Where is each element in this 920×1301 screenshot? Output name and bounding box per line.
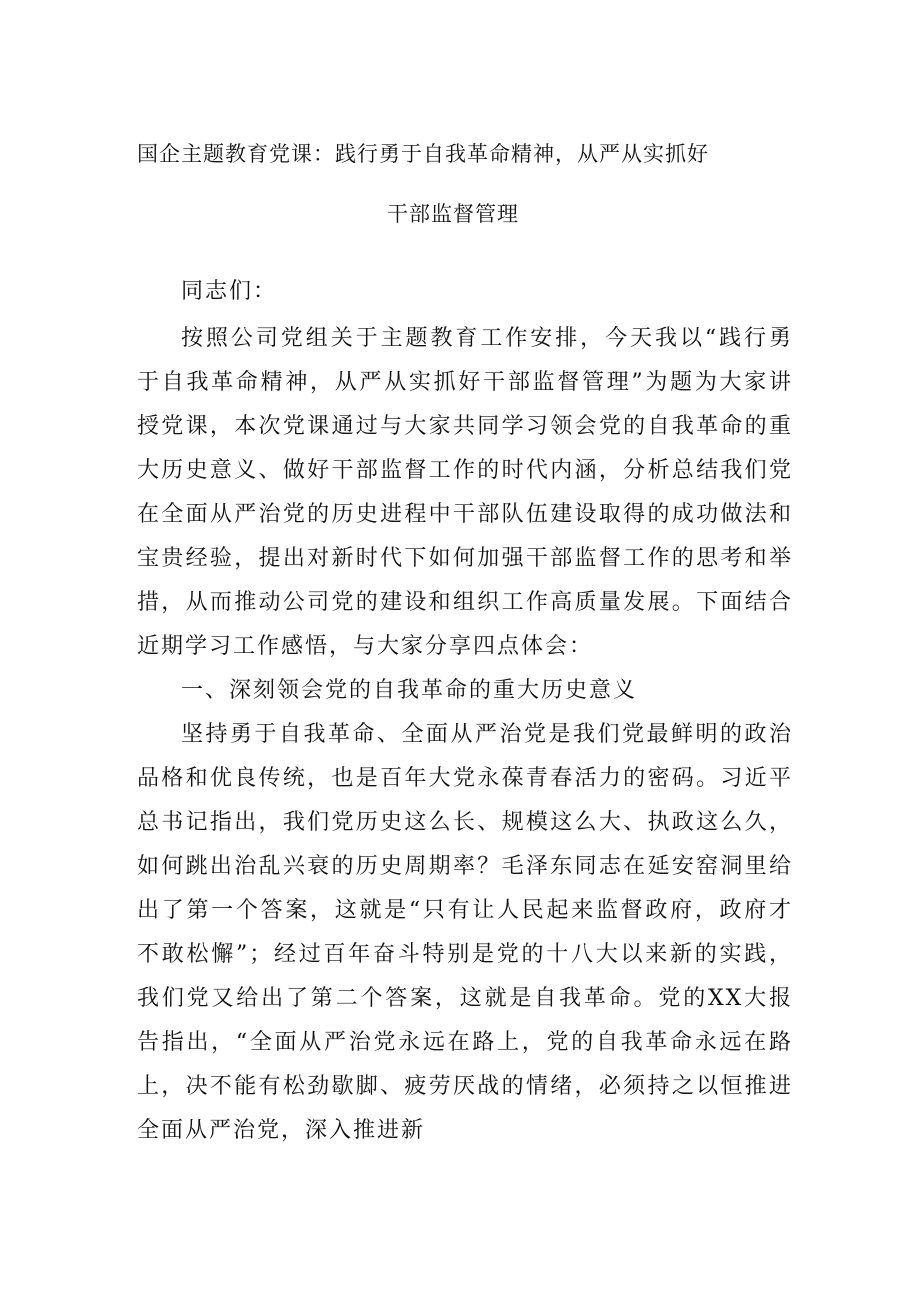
salutation: 同志们：	[181, 279, 278, 304]
document-title-line-2: 干部监督管理	[387, 202, 519, 226]
paragraph-intro: 按照公司党组关于主题教育工作安排，今天我以“践行勇于自我革命精神，从严从实抓好干部监督管理”为题为大家讲授党课，本次党课通过与大家共同学习领会党的自我革命的重大历史意义、做好干部监督工作的时代内涵，分析总结我们党在全面从严治党的历史进程中干部队伍建设取得的成功做法和宝贵经验，提出对新时代下如何加强干部监督工作的思考和举措，从而推动公司党的建设和组织工作高质量发展。下面结合近期学习工作感悟，与大家分享四点体会：	[137, 326, 793, 659]
paragraph-section-1: 坚持勇于自我革命、全面从严治党是我们党最鲜明的政治品格和优良传统，也是百年大党永葆青春活力的密码。习近平总书记指出，我们党历史这么长、规模这么大、执政这么久，如何跳出治乱兴衰的历史周期率？毛泽东同志在延安窑洞里给出了第一个答案，这就是“只有让人民起来监督政府，政府才不敢松懈”；经过百年奋斗特别是党的十八大以来新的实践，我们党又给出了第二个答案，这就是自我革命。党的XX大报告指出，“全面从严治党永远在路上，党的自我革命永远在路上，决不能有松劲歇脚、疲劳厌战的情绪，必须持之以恒推进全面从严治党，深入推进新	[137, 722, 793, 1143]
document-title-line-1: 国企主题教育党课：践行勇于自我革命精神，从严从实抓好	[137, 142, 709, 166]
section-heading-1: 一、深刻领会党的自我革命的重大历史意义	[181, 678, 638, 703]
